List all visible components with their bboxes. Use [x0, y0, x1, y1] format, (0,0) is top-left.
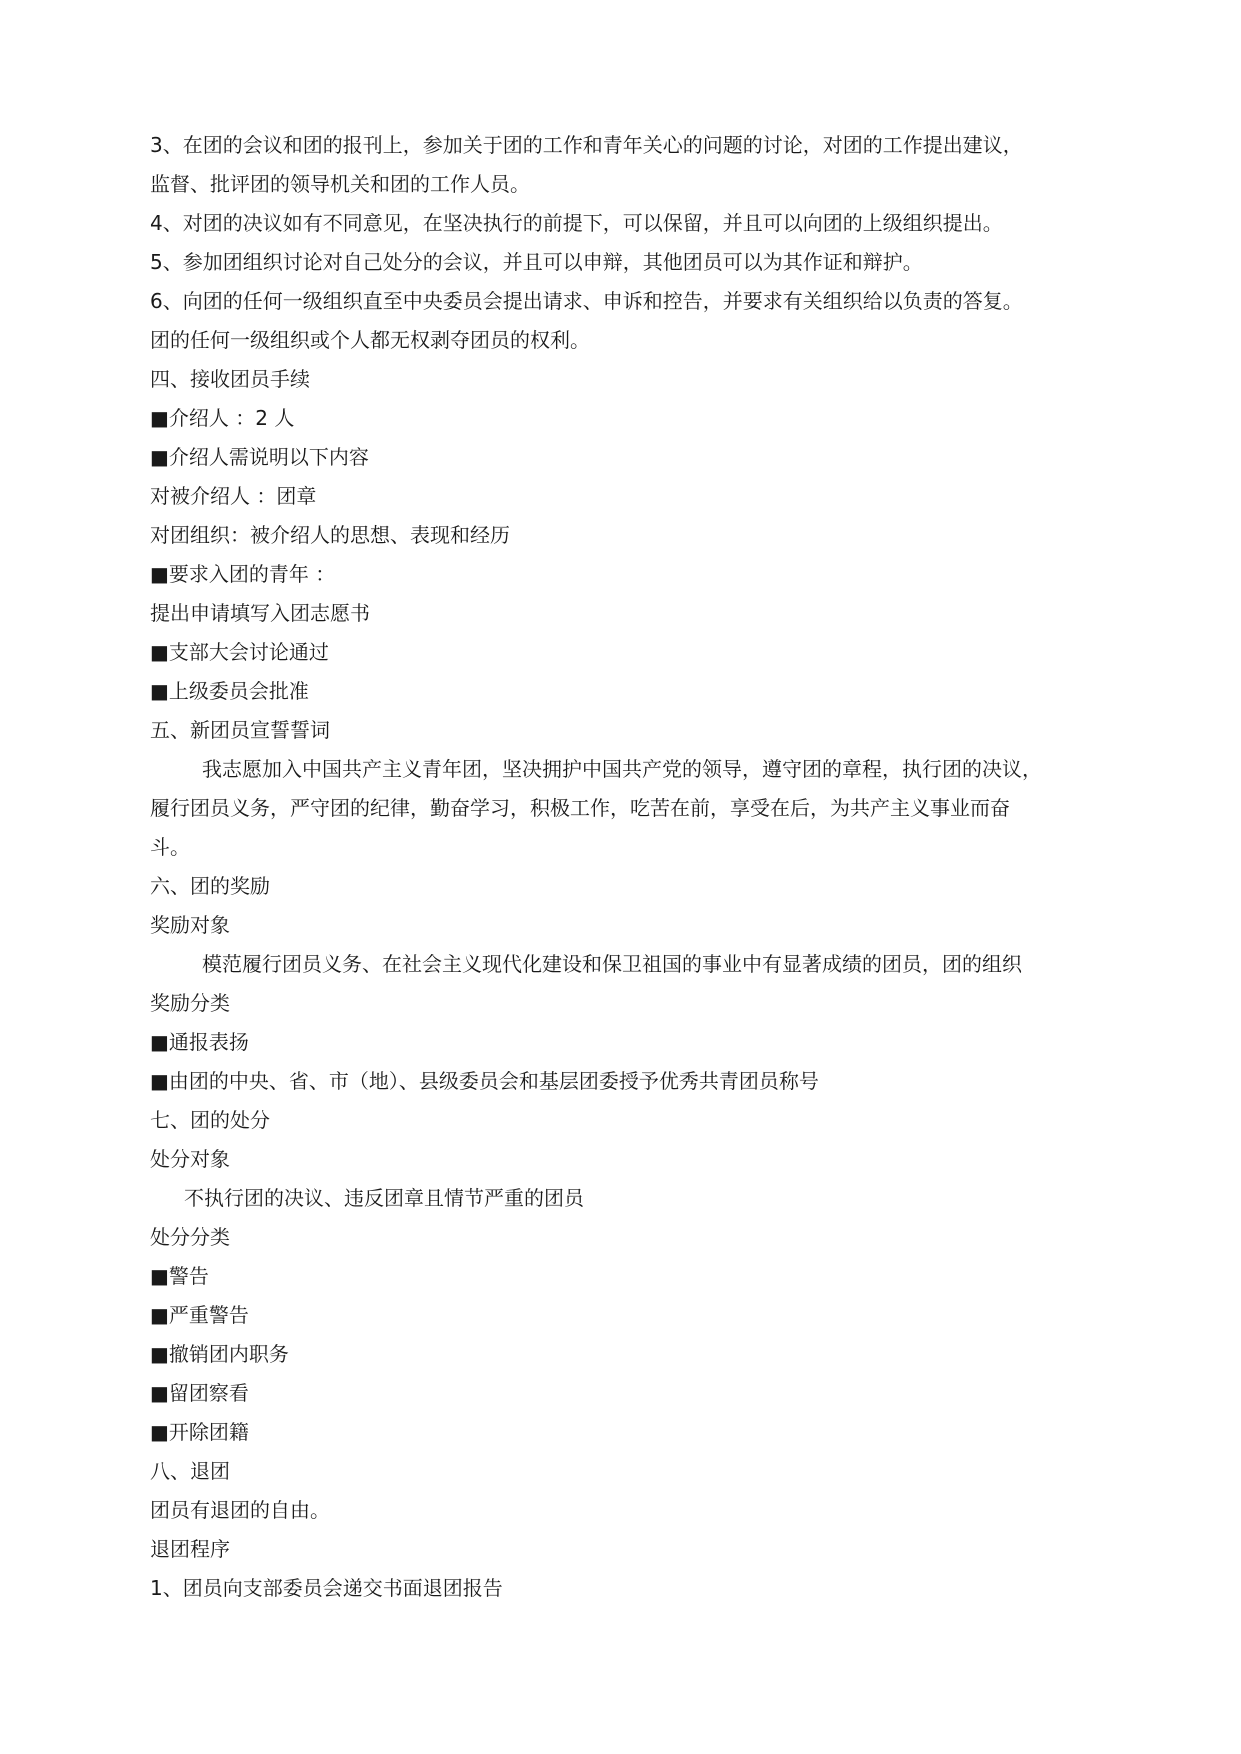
subheading: 退团程序 [150, 1537, 230, 1561]
text-line: 3、在团的会议和团的报刊上，参加关于团的工作和青年关心的问题的讨论，对团的工作提出建议， [150, 133, 1023, 157]
text-line: 团的任何一级组织或个人都无权剥夺团员的权利。 [150, 328, 590, 352]
section-heading: 四、接收团员手续 [150, 367, 310, 391]
subheading: 处分对象 [150, 1147, 230, 1171]
section-heading: 五、新团员宣誓誓词 [150, 718, 330, 742]
subheading: 奖励分类 [150, 991, 230, 1015]
section-heading: 八、退团 [150, 1459, 230, 1483]
bullet-item: ■警告 [150, 1264, 209, 1288]
oath-paragraph-line: 履行团员义务，严守团的纪律，勤奋学习，积极工作，吃苦在前，享受在后，为共产主义事业而奋 [150, 796, 1010, 820]
text-line: 6、向团的任何一级组织直至中央委员会提出请求、申诉和控告，并要求有关组织给以负责的答复。 [150, 289, 1023, 313]
text-line: 5、参加团组织讨论对自己处分的会议，并且可以申辩，其他团员可以为其作证和辩护。 [150, 250, 923, 274]
text-line: 不执行团的决议、违反团章且情节严重的团员 [184, 1186, 584, 1210]
subheading: 奖励对象 [150, 913, 230, 937]
bullet-item: ■要求入团的青年 ： [150, 562, 336, 586]
bullet-item: ■严重警告 [150, 1303, 249, 1327]
bullet-item: ■支部大会讨论通过 [150, 640, 329, 664]
subheading: 处分分类 [150, 1225, 230, 1249]
bullet-item: ■上级委员会批准 [150, 679, 309, 703]
text-line: 团员有退团的自由。 [150, 1498, 330, 1522]
text-line: 提出申请填写入团志愿书 [150, 601, 370, 625]
text-line: 对被介绍人 ：团章 [150, 484, 317, 508]
bullet-item: ■留团察看 [150, 1381, 249, 1405]
bullet-item: ■开除团籍 [150, 1420, 249, 1444]
oath-paragraph-line: 斗。 [150, 835, 190, 859]
bullet-item: ■介绍人需说明以下内容 [150, 445, 369, 469]
text-line: 监督、批评团的领导机关和团的工作人员。 [150, 172, 530, 196]
section-heading: 七、团的处分 [150, 1108, 270, 1132]
text-line: 对团组织：被介绍人的思想、表现和经历 [150, 523, 510, 547]
oath-paragraph-line: 我志愿加入中国共产主义青年团，坚决拥护中国共产党的领导，遵守团的章程，执行团的决议， [202, 757, 1042, 781]
bullet-item: ■撤销团内职务 [150, 1342, 289, 1366]
bullet-item: ■通报表扬 [150, 1030, 249, 1054]
text-line: 1、团员向支部委员会递交书面退团报告 [150, 1576, 503, 1600]
bullet-item: ■介绍人 ：2 人 [150, 406, 295, 430]
bullet-item: ■由团的中央、省、市（地）、县级委员会和基层团委授予优秀共青团员称号 [150, 1069, 819, 1093]
section-heading: 六、团的奖励 [150, 874, 270, 898]
document-body [150, 126, 1100, 1608]
text-line: 4、对团的决议如有不同意见，在坚决执行的前提下，可以保留，并且可以向团的上级组织提出。 [150, 211, 1003, 235]
text-line: 模范履行团员义务、在社会主义现代化建设和保卫祖国的事业中有显著成绩的团员，团的组织 [202, 952, 1022, 976]
